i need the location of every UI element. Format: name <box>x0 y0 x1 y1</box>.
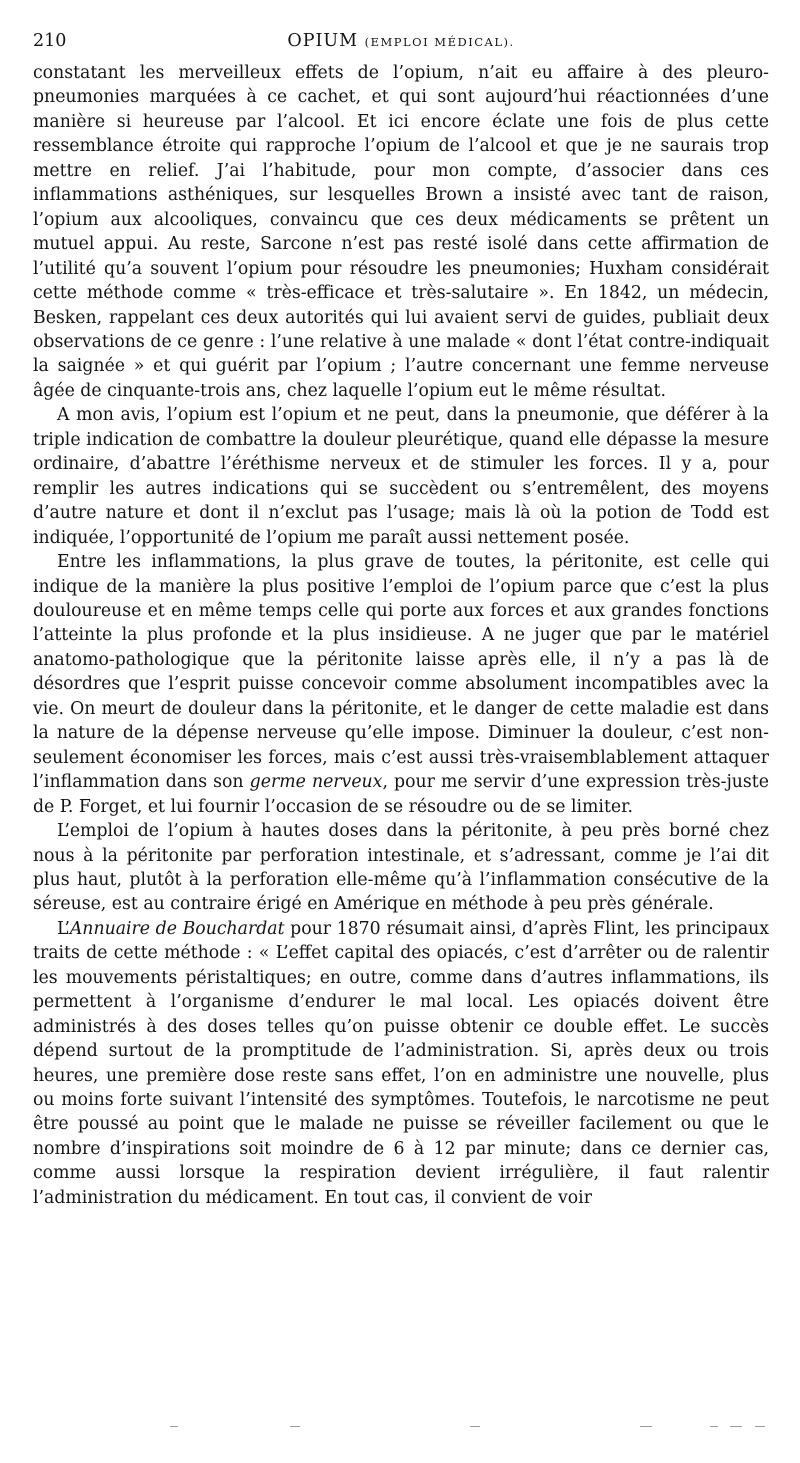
paragraph <box>33 403 769 550</box>
paragraph-text: Entre les inflammations, la plus grave de toutes, la péritonite, est celle qui indique de la manière la plus positive l’emploi de l’opium parce que c’est la plus douloureuse et en même temps celle qui porte aux forces et aux grandes fonctions l’atteinte la plus profonde et la plus insidieuse. A ne juger que par le matériel anatomo-pathologique que la péritonite laisse après elle, il n’y a pas là de désordres que l’esprit puisse concevoir comme absolument incompatibles avec la vie. On meurt de douleur dans la péritonite, et le danger de cette maladie est dans la nature de la dépense nerveuse qu’elle impose. Diminuer la douleur, c’est non-seulement économiser les forces, mais c’est aussi très-vraisemblablement attaquer l’inflammation dans son <box>33 552 769 793</box>
italic-text: Annuaire de Bouchardat <box>69 918 285 939</box>
italic-text: germe nerveux <box>249 772 383 793</box>
print-marks <box>170 1426 770 1436</box>
book-page <box>33 30 769 1210</box>
paragraph <box>33 550 769 819</box>
running-title-sub: (EMPLOI MÉDICAL). <box>364 35 515 49</box>
paragraph-text: L’ <box>57 918 70 939</box>
paragraph-text: , pour me servir d’une expression très-juste de P. Forget, et lui fournir l’occasion de se résoudre ou de se limiter. <box>33 772 769 817</box>
page-number: 210 <box>33 31 67 51</box>
paragraph-text: A mon avis, l’opium est l’opium et ne peut, dans la pneumonie, que déférer à la triple indication de combattre la douleur pleurétique, quand elle dépasse la mesure ordinaire, d’abattre l’éréthisme nerveux et de stimuler les forces. Il y a, pour remplir les autres indications qui se succèdent ou s’entremêlent, des moyens d’autre nature et dont il n’exclut pas l’usage; mais là où la potion de Todd est indiquée, l’opportunité de l’opium me paraît aussi nettement posée. <box>33 405 769 548</box>
paragraph <box>33 61 769 403</box>
paragraph-text: pour 1870 résumait ainsi, d’après Flint, les principaux traits de cette méthode : « L’effet capital des opiacés, c’est d’arrêter ou de ralentir les mouvements péristaltiques; en outre, comme dans d’autres inflammations, ils permettent à l’organisme d’endurer le mal local. Les opiacés doivent être administrés à des doses telles qu’on puisse obtenir ce double effet. Le succès dépend surtout de la promptitude de l’administration. Si, après deux ou trois heures, une première dose reste sans effet, l’on en administre une nouvelle, plus ou moins forte suivant l’intensité des symptômes. Toutefois, le narcotisme ne peut être poussé au point que le malade ne puisse se réveiller facilement ou que le nombre d’inspirations soit moindre de 6 à 12 par minute; dans ce dernier cas, comme aussi lorsque la respiration devient irrégulière, il faut ralentir l’administration du médicament. En tout cas, il convient de voir <box>33 918 769 1208</box>
paragraph-text: constatant les merveilleux effets de l’opium, n’ait eu affaire à des pleuro-pneumonies marquées à ce cachet, et qui sont aujourd’hui réactionnées d’une manière si heureuse par l’alcool. Et ici encore éclate une fois de plus cette ressemblance étroite qui rapproche l’opium de l’alcool et que je ne saurais trop mettre en relief. J’ai l’habitude, pour mon compte, d’associer dans ces inflammations asthéniques, sur lesquelles Brown a insisté avec tant de raison, l’opium aux alcooliques, convaincu que ces deux médicaments se prêtent un mutuel appui. Au reste, Sarcone n’est pas resté isolé dans cette affirmation de l’utilité qu’a souvent l’opium pour résoudre les pneumonies; Huxham considérait cette méthode comme « très-efficace et très-salutaire ». En 1842, un médecin, Besken, rappelant ces deux autorités qui lui avaient servi de guides, publiait deux observations de ce genre : l’une relative à une malade « dont l’état contre-indiquait la saignée » et qui guérit par l’opium ; l’autre concernant une femme nerveuse âgée de cinquante-trois ans, chez laquelle l’opium eut le même résultat. <box>33 63 769 401</box>
running-title <box>33 30 769 53</box>
running-title-main: OPIUM <box>287 31 359 51</box>
running-head <box>33 30 769 52</box>
paragraph <box>33 917 769 1210</box>
body-text <box>33 61 769 1210</box>
paragraph <box>33 819 769 917</box>
paragraph-text: L’emploi de l’opium à hautes doses dans la péritonite, à peu près borné chez nous à la péritonite par perforation intestinale, et s’adressant, comme je l’ai dit plus haut, plutôt à la perforation elle-même qu’à l’inflammation consécutive de la séreuse, est au contraire érigé en Amérique en méthode à peu près générale. <box>33 821 769 915</box>
